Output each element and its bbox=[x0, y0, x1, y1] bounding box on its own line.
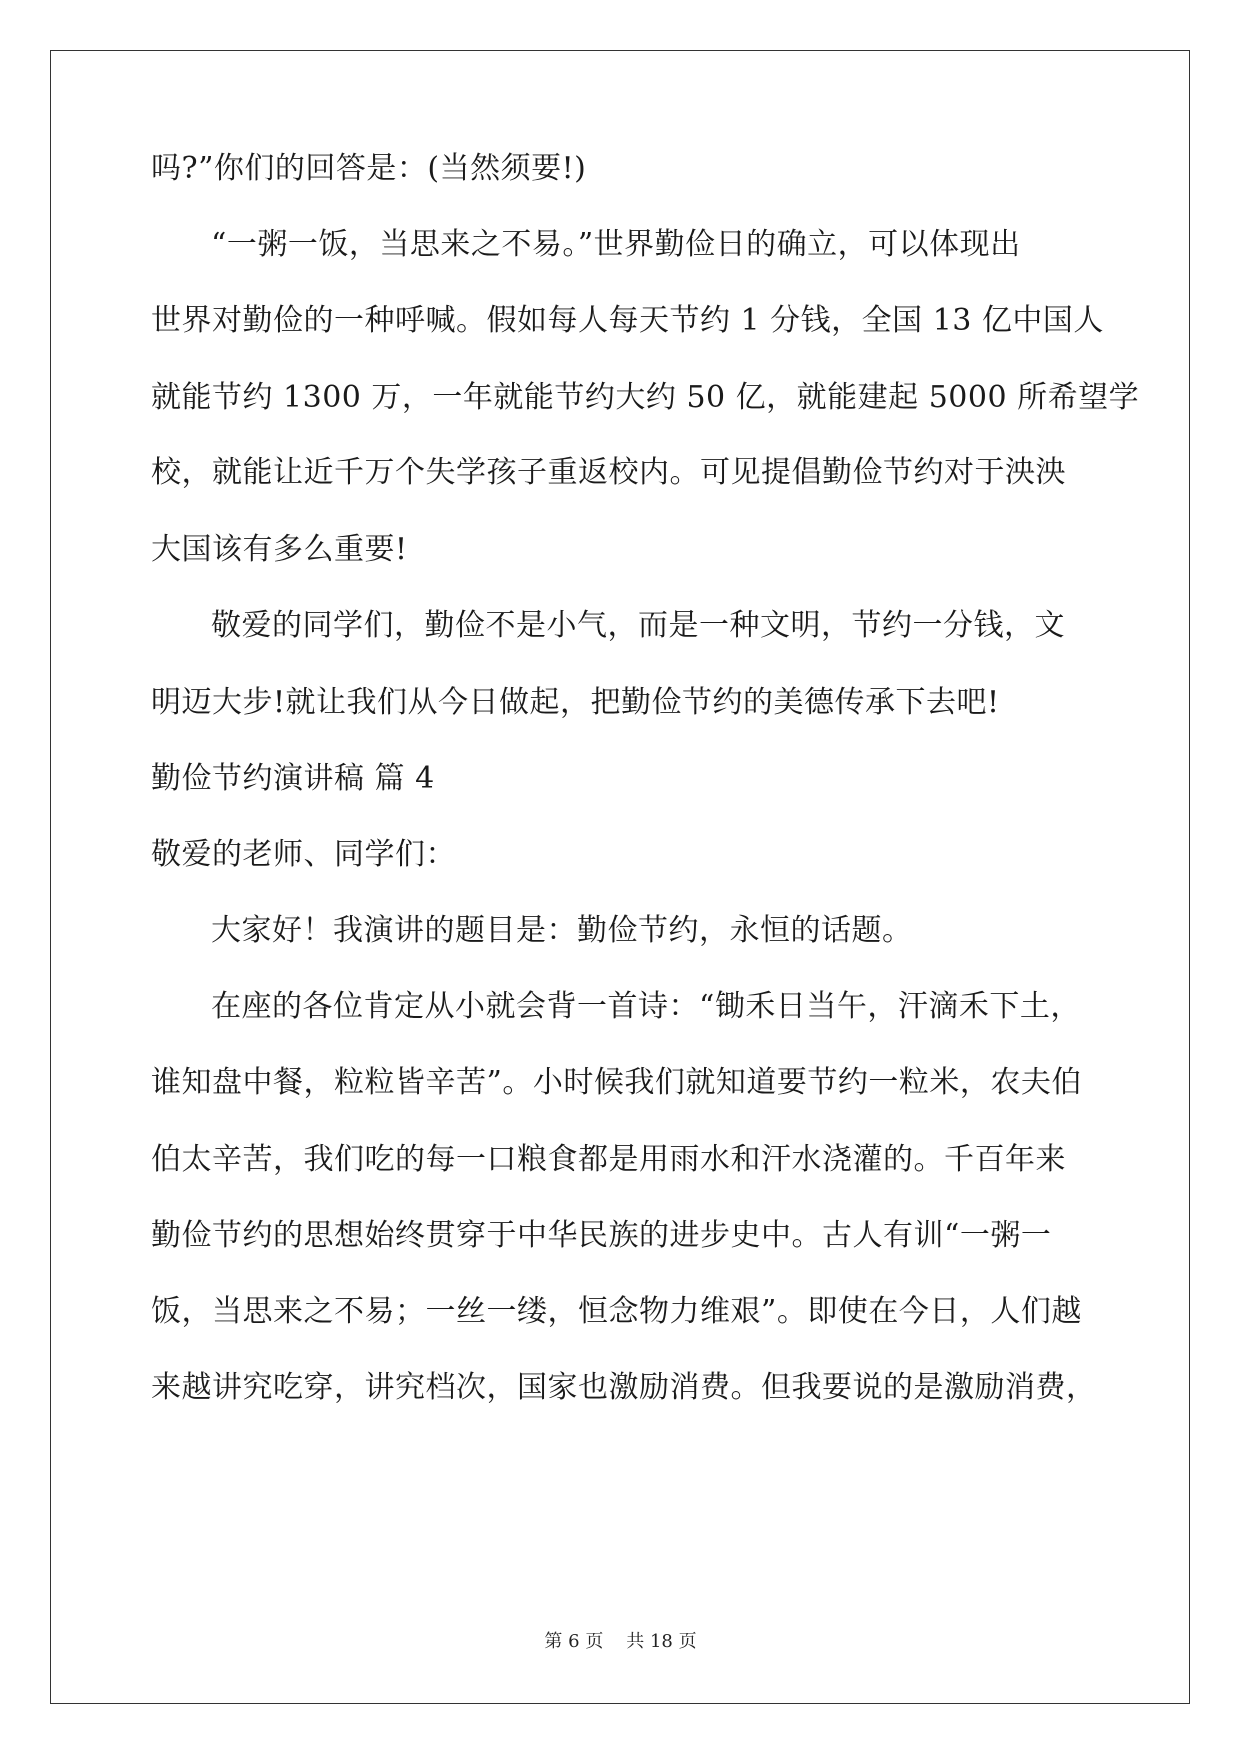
text-line: 敬爱的同学们，勤俭不是小气，而是一种文明，节约一分钱，文 bbox=[211, 608, 1065, 643]
page-footer bbox=[0, 1630, 1241, 1654]
page-border bbox=[50, 50, 1190, 1704]
page-number: 第 6 页 bbox=[544, 1631, 604, 1652]
text-line: 谁知盘中餐，粒粒皆辛苦”。小时候我们就知道要节约一粒米，农夫伯 bbox=[151, 1065, 1082, 1100]
text-line: 明迈大步!就让我们从今日做起，把勤俭节约的美德传承下去吧! bbox=[151, 685, 1000, 720]
footer-spacer bbox=[603, 1631, 626, 1652]
text-line: 大国该有多么重要! bbox=[151, 532, 408, 567]
text-line: 勤俭节约的思想始终贯穿于中华民族的进步史中。古人有训“一粥一 bbox=[151, 1218, 1052, 1253]
text-line: 饭，当思来之不易；一丝一缕，恒念物力维艰”。即使在今日，人们越 bbox=[151, 1294, 1082, 1329]
text-line: 伯太辛苦，我们吃的每一口粮食都是用雨水和汗水浇灌的。千百年来 bbox=[151, 1142, 1066, 1177]
text-line: 吗?”你们的回答是：(当然须要!) bbox=[151, 151, 587, 186]
section-heading: 勤俭节约演讲稿 篇 4 bbox=[151, 761, 435, 796]
text-line: 校，就能让近千万个失学孩子重返校内。可见提倡勤俭节约对于泱泱 bbox=[151, 455, 1066, 490]
salutation: 敬爱的老师、同学们： bbox=[151, 837, 456, 872]
text-line: 世界对勤俭的一种呼喊。假如每人每天节约 1 分钱，全国 13 亿中国人 bbox=[151, 303, 1104, 338]
text-line: 大家好！我演讲的题目是：勤俭节约，永恒的话题。 bbox=[211, 913, 913, 948]
text-line: 在座的各位肯定从小就会背一首诗：“锄禾日当午，汗滴禾下土， bbox=[211, 989, 1081, 1024]
text-line: “一粥一饭，当思来之不易。”世界勤俭日的确立，可以体现出 bbox=[211, 227, 1021, 262]
text-line: 来越讲究吃穿，讲究档次，国家也激励消费。但我要说的是激励消费， bbox=[151, 1370, 1097, 1405]
text-line: 就能节约 1300 万，一年就能节约大约 50 亿，就能建起 5000 所希望学 bbox=[151, 380, 1140, 415]
page-total: 共 18 页 bbox=[626, 1631, 697, 1652]
